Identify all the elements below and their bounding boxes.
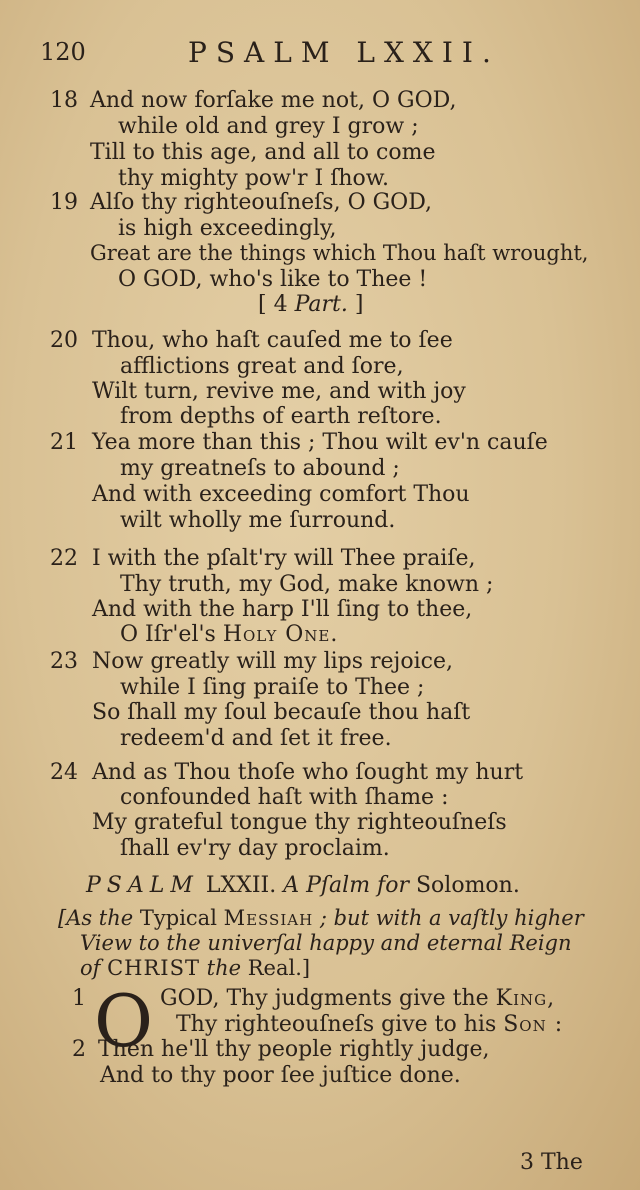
holy-one: Holy One. xyxy=(222,622,339,647)
verse-line: thy mighty pow'r I ſhow. xyxy=(118,166,390,191)
verse-line: So ſhall my ſoul becauſe thou haſt xyxy=(92,700,471,725)
verse-line: is high exceedingly, xyxy=(118,216,337,241)
argument-line: View to the univerſal happy and eternal Reign xyxy=(80,931,572,955)
argument-line: [As the Typical Messiah ; but with a vaſtly higher xyxy=(58,906,584,930)
verse-line: afflictions great and ſore, xyxy=(120,354,404,379)
verse-line: Then he'll thy people rightly judge, xyxy=(98,1037,490,1062)
verse-line: And as Thou thoſe who ſought my hurt xyxy=(92,760,524,785)
verse-line: And with the harp I'll ſing to thee, xyxy=(92,597,473,622)
verse-number: 23 xyxy=(50,649,78,674)
psalm-heading: PSALM LXXII. A Pſalm for Solomon. xyxy=(86,873,520,898)
verse-line: O GOD, who's like to Thee ! xyxy=(118,267,428,292)
verse-line: O Iſr'el's Holy One. xyxy=(120,622,339,647)
drop-cap: O xyxy=(94,979,154,1063)
verse-line: Alſo thy righteouſneſs, O GOD, xyxy=(90,190,433,215)
running-title: PSALM LXXII. xyxy=(188,36,500,69)
argument-line: of CHRIST the Real.] xyxy=(80,956,311,980)
verse-line: redeem'd and ſet it free. xyxy=(120,726,392,751)
verse-line: confounded haſt with ſhame : xyxy=(120,785,449,810)
verse-line: Thy righteouſneſs give to his Son : xyxy=(176,1012,564,1037)
verse-line: I with the pſalt'ry will Thee praiſe, xyxy=(92,546,476,571)
verse-line: Great are the things which Thou haſt wrought, xyxy=(90,241,589,265)
verse-line: wilt wholly me ſurround. xyxy=(120,508,396,533)
verse-line: Thou, who haſt cauſed me to ſee xyxy=(92,328,453,353)
verse-number: 22 xyxy=(50,546,78,571)
verse-line: And now forſake me not, O GOD, xyxy=(90,88,457,113)
verse-number: 2 xyxy=(72,1037,86,1062)
verse-line: while old and grey I grow ; xyxy=(118,114,419,139)
verse-line: My grateful tongue thy righteouſneſs xyxy=(92,810,507,835)
verse-line: ſhall ev'ry day proclaim. xyxy=(120,836,390,861)
verse-line: GOD, Thy judgments give the King, xyxy=(160,986,556,1011)
verse-number: 21 xyxy=(50,430,78,455)
verse-line: And to thy poor ſee juſtice done. xyxy=(100,1063,461,1088)
part-label: [ 4 Part. ] xyxy=(258,292,364,317)
verse-line: Thy truth, my God, make known ; xyxy=(120,572,494,597)
page-number: 120 xyxy=(40,38,86,66)
verse-line: And with exceeding comfort Thou xyxy=(92,482,470,507)
verse-number: 20 xyxy=(50,328,78,353)
verse-line: while I ſing praiſe to Thee ; xyxy=(120,675,425,700)
verse-line: from depths of earth reſtore. xyxy=(120,404,442,429)
verse-line: Now greatly will my lips rejoice, xyxy=(92,649,453,674)
verse-number: 1 xyxy=(72,986,86,1011)
verse-line: my greatneſs to abound ; xyxy=(120,456,400,481)
verse-line: Yea more than this ; Thou wilt ev'n cauſe xyxy=(92,430,548,455)
catchword: 3 The xyxy=(520,1150,583,1175)
verse-number: 24 xyxy=(50,760,78,785)
verse-number: 19 xyxy=(50,190,78,215)
verse-number: 18 xyxy=(50,88,78,113)
verse-line: Till to this age, and all to come xyxy=(90,140,436,165)
verse-line: Wilt turn, revive me, and with joy xyxy=(92,379,466,404)
